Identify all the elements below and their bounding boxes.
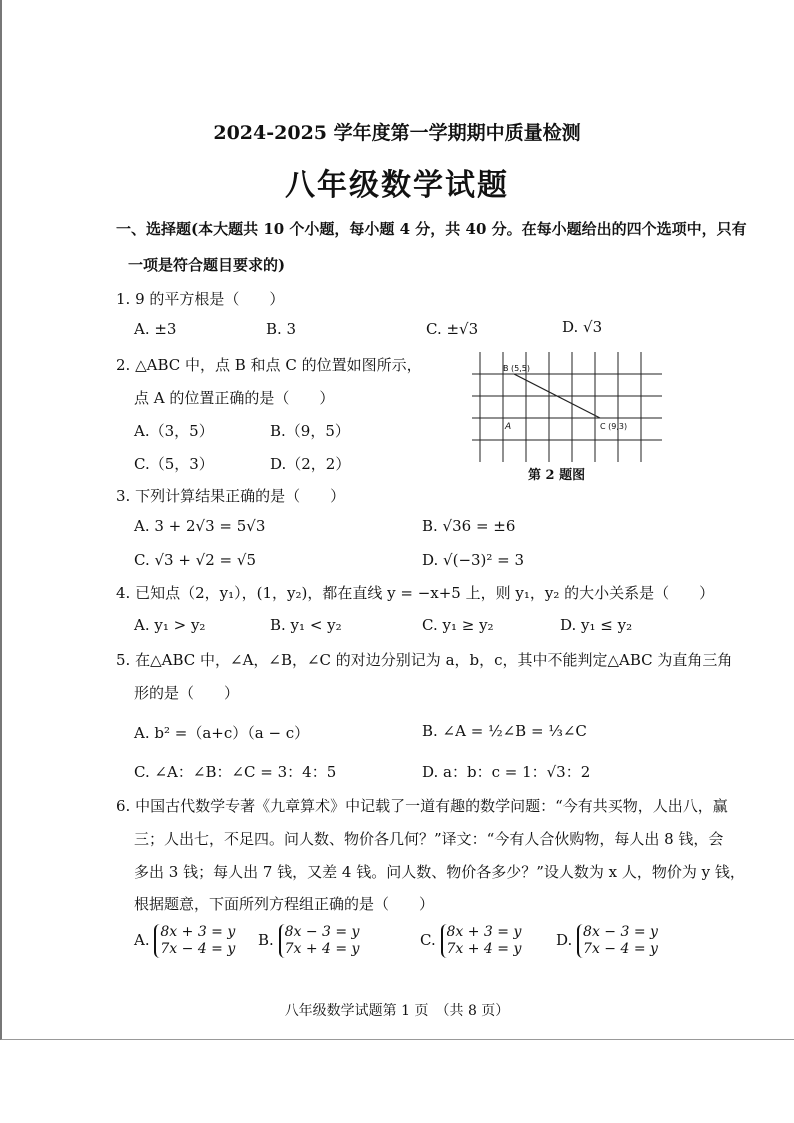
question-6-line4: 根据题意，下面所列方程组正确的是（ ） [134,895,435,913]
question-3-option-b: B. √36 = ±6 [422,517,516,535]
question-4-option-b: B. y₁ < y₂ [270,616,342,634]
point-b-label: B (5,5) [503,364,530,373]
option-letter: D. [556,931,573,949]
question-2-stem-line1: 2. △ABC 中，点 B 和点 C 的位置如图所示， [116,356,422,374]
question-5-option-c: C. ∠A：∠B：∠C = 3：4：5 [134,763,337,781]
exam-subtitle: 八年级数学试题 [285,168,509,203]
question-2-option-b: B.（9，5） [270,422,350,440]
question-6-line3: 多出 3 钱；每人出 7 钱，又差 4 钱。问人数、物价各多少？”设人数为 x 人，物价为 y 钱， [134,863,745,881]
question-6-option-a [134,924,235,958]
question-6-option-c [420,924,521,958]
page-footer: 八年级数学试题第 1 页 （共 8 页） [284,1003,510,1019]
equation-2: 7x − 4 = y [160,941,236,957]
equation-system [154,924,235,958]
question-5-option-b: B. ∠A = ½∠B = ⅓∠C [422,722,587,740]
question-3-option-d: D. √(−3)² = 3 [422,551,525,569]
equation-2: 7x + 4 = y [284,941,360,957]
equation-1: 8x + 3 = y [446,924,522,940]
question-6-line1: 6. 中国古代数学专著《九章算术》中记载了一道有趣的数学问题：“今有共买物，人出八，赢 [116,797,728,815]
question-1-option-c: C. ±√3 [426,320,479,338]
question-4-option-c: C. y₁ ≥ y₂ [422,616,494,634]
question-5-option-a: A. b² =（a+c）（a − c） [134,724,310,742]
question-5-stem-line2: 形的是（ ） [134,684,240,702]
question-3-option-a: A. 3 + 2√3 = 5√3 [134,517,266,535]
point-a-label: A [505,422,512,432]
question-6-option-d [556,924,658,958]
question-3-stem: 3. 下列计算结果正确的是（ ） [116,487,346,505]
question-3-option-c: C. √3 + √2 = √5 [134,551,256,569]
question-6-line2: 三；人出七，不足四。问人数、物价各几何？”译文：“今有人合伙购物，每人出 8 钱，会 [134,830,724,848]
question-1-stem: 1. 9 的平方根是（ ） [116,290,285,308]
question-2-grid-figure [472,352,662,462]
question-4-option-a: A. y₁ > y₂ [134,616,206,634]
equation-system [441,924,522,958]
section-instructions-line2: 一项是符合题目要求的) [128,256,286,274]
question-6-option-b [258,924,359,958]
point-c-label: C (9,3) [600,422,628,431]
question-1-option-d: D. √3 [562,318,603,336]
section-instructions-line1: 一、选择题(本大题共 10 个小题，每小题 4 分，共 40 分。在每小题给出的四个选项中，只有 [116,220,747,238]
equation-2: 7x + 4 = y [446,941,522,957]
question-2-stem-line2: 点 A 的位置正确的是（ ） [134,389,335,407]
equation-1: 8x − 3 = y [284,924,360,940]
equation-1: 8x − 3 = y [583,924,658,940]
question-1-option-b: B. 3 [266,320,297,338]
exam-title: 2024-2025 学年度第一学期期中质量检测 [213,122,581,144]
equation-system [279,924,360,958]
question-5-option-d: D. a：b：c = 1：√3：2 [422,763,591,781]
question-2-option-c: C.（5，3） [134,455,214,473]
question-5-stem-line1: 5. 在△ABC 中，∠A，∠B，∠C 的对边分别记为 a，b，c，其中不能判定△ABC 为直角三角 [116,651,733,669]
option-letter: A. [134,931,150,949]
option-letter: B. [258,931,274,949]
question-1-option-a: A. ±3 [134,320,177,338]
question-2-option-d: D.（2，2） [270,455,351,473]
question-4-stem: 4. 已知点（2，y₁），(1，y₂)，都在直线 y = −x+5 上，则 y₁，y₂ 的大小关系是（ ） [116,584,715,602]
equation-system [577,924,658,958]
question-2-figure-caption: 第 2 题图 [528,468,586,483]
option-letter: C. [420,931,436,949]
question-2-option-a: A.（3，5） [134,422,214,440]
equation-2: 7x − 4 = y [583,941,658,957]
equation-1: 8x + 3 = y [160,924,236,940]
question-4-option-d: D. y₁ ≤ y₂ [560,616,633,634]
